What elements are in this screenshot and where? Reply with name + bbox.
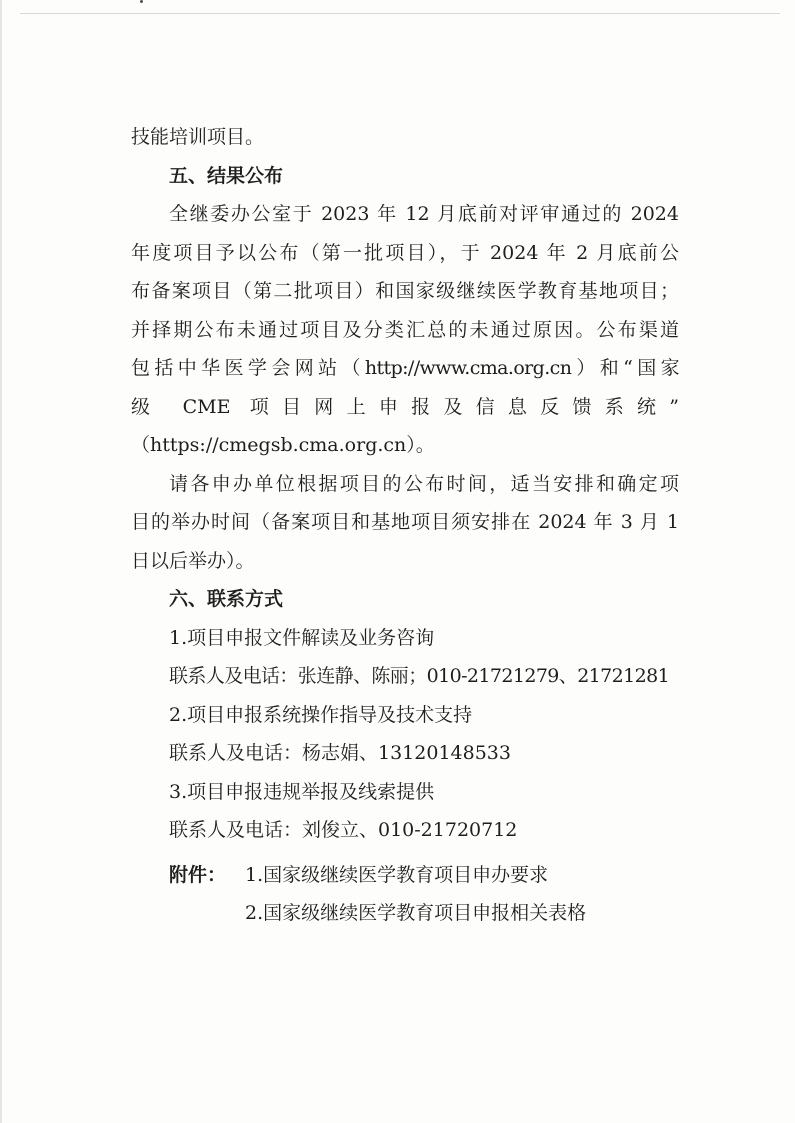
attachments-first-line bbox=[131, 856, 679, 895]
section-5-paragraph-2-line-2: 目的举办时间（备案项目和基地项目须安排在 2024 年 3 月 1 bbox=[131, 511, 679, 533]
scan-mark bbox=[140, 0, 143, 3]
section-5-heading: 五、结果公布 bbox=[169, 164, 284, 187]
section-5-paragraph-1-line-2: 年度项目予以公布（第一批项目），于 2024 年 2 月底前公 bbox=[131, 241, 679, 264]
continuation-line: 技能培训项目。 bbox=[131, 126, 265, 148]
section-5-paragraph-2-line-3: 日以后举办）。 bbox=[131, 549, 255, 572]
contact-item-1-title: 1.项目申报文件解读及业务咨询 bbox=[169, 626, 435, 649]
section-5-paragraph-1-line-3: 布备案项目（第二批项目）和国家级继续医学教育基地项目； bbox=[131, 280, 679, 302]
attachments-label: 附件： bbox=[169, 863, 227, 886]
contact-item-3-title: 3.项目申报违规举报及线索提供 bbox=[169, 780, 435, 803]
contact-item-2-title: 2.项目申报系统操作指导及技术支持 bbox=[169, 703, 473, 726]
section-5-paragraph-1-line-1: 全继委办公室于 2023 年 12 月底前对评审通过的 2024 bbox=[169, 203, 679, 225]
contact-item-2-details: 联系人及电话：杨志娟、13120148533 bbox=[169, 742, 511, 764]
section-6-heading: 六、联系方式 bbox=[169, 588, 284, 610]
attachment-item-2: 2.国家级继续医学教育项目申报相关表格 bbox=[245, 902, 587, 924]
attachment-item-1: 1.国家级继续医学教育项目申办要求 bbox=[245, 863, 549, 886]
contact-item-1-details: 联系人及电话：张连静、陈丽；010-21721279、21721281 bbox=[169, 665, 670, 687]
section-5-paragraph-1-line-6: 级 CME 项目网上申报及信息反馈系统” bbox=[131, 395, 679, 418]
section-5-paragraph-1-line-7: （https://cmegsb.cma.org.cn）。 bbox=[131, 434, 435, 456]
document-body bbox=[131, 118, 679, 933]
contact-item-3-details: 联系人及电话：刘俊立、010-21720712 bbox=[169, 819, 518, 841]
page-edge-shadow bbox=[0, 0, 2, 1123]
section-5-paragraph-2-line-1: 请各申办单位根据项目的公布时间，适当安排和确定项 bbox=[169, 472, 679, 495]
section-5-paragraph-1-line-5: 包括中华医学会网站（http://www.cma.org.cn）和“国家 bbox=[131, 357, 679, 379]
section-5-paragraph-1-line-4: 并择期公布未通过项目及分类汇总的未通过原因。公布渠道 bbox=[131, 318, 679, 341]
top-rule bbox=[20, 13, 780, 14]
